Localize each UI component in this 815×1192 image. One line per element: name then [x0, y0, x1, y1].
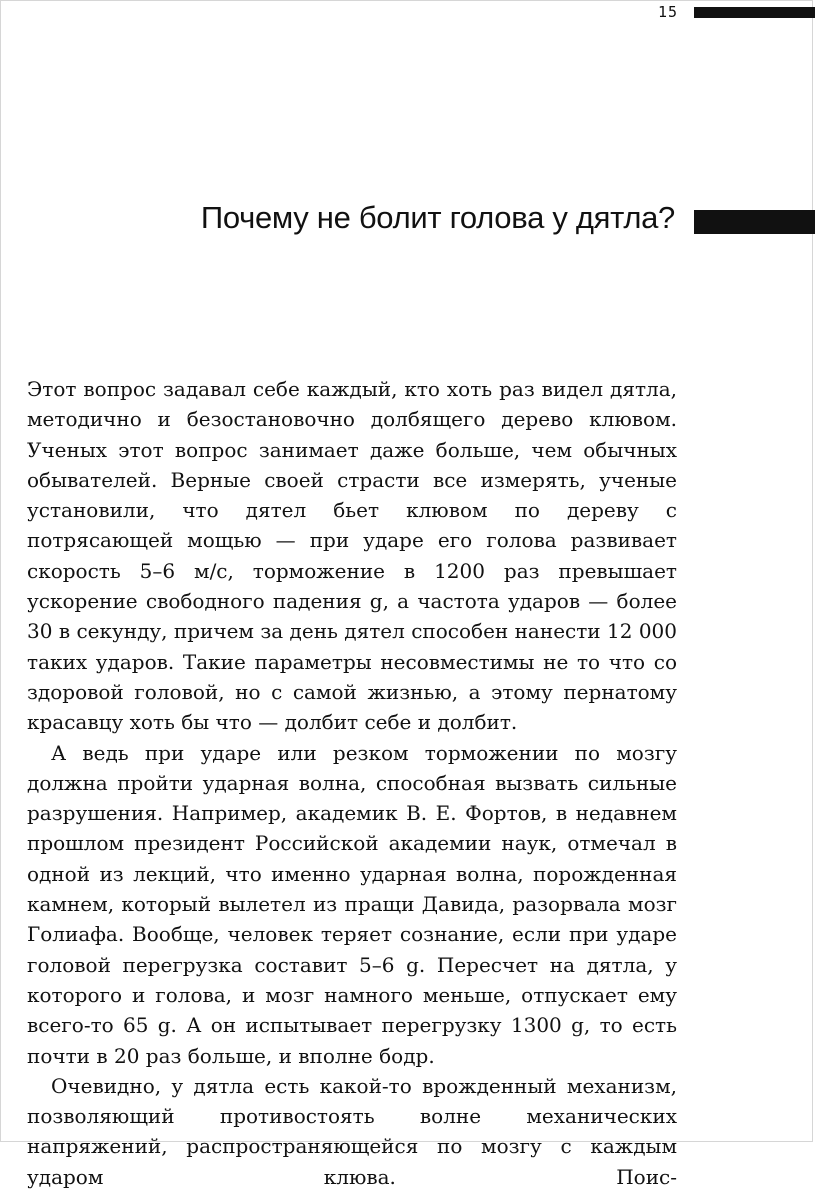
paragraph-3: Очевидно, у дятла есть какой-то врожденный механизм, позволяющий противостоять волне механических напряжений, распространяющейся по мозгу с каждым ударом клюва. Поис- — [27, 1073, 677, 1189]
page-number-bar — [694, 7, 815, 18]
page-number: 15 — [657, 3, 678, 21]
body-text — [27, 374, 677, 1192]
chapter-title: Почему не болит голова у дятла? — [200, 200, 675, 235]
chapter-title-bar — [694, 210, 815, 234]
paragraph-2: А ведь при ударе или резком торможении по мозгу должна пройти ударная волна, способная вызвать сильные разрушения. Например, академик В. Е. Фортов, в недавнем прошлом президент Российской академии наук, отмечал в одной из лекций, что именно ударная волна, порожденная камнем, который вылетел из пращи Давида, разорвала мозг Голиафа. Вообще, человек теряет сознание, если при ударе головой перегрузка составит 5–6 g. Пересчет на дятла, у которого и голова, и мозг намного меньше, отпускает ему всего-то 65 g. А он испытывает перегрузку 1300 g, то есть почти в 20 раз больше, и вполне бодр. — [27, 740, 677, 1068]
paragraph-1: Этот вопрос задавал себе каждый, кто хоть раз видел дятла, методично и безостановочно долбящего дерево клювом. Ученых этот вопрос занимает даже больше, чем обычных обывателей. Верные своей страсти все измерять, ученые установили, что дятел бьет клювом по дереву с потрясающей мощью — при ударе его голова развивает скорость 5–6 м/с, торможение в 1200 раз превышает ускорение свободного падения g, а частота ударов — более 30 в секунду, причем за день дятел способен нанести 12 000 таких ударов. Такие параметры несовместимы не то что со здоровой головой, но с самой жизнью, а этому пернатому красавцу хоть бы что — долбит себе и долбит. — [27, 377, 677, 735]
